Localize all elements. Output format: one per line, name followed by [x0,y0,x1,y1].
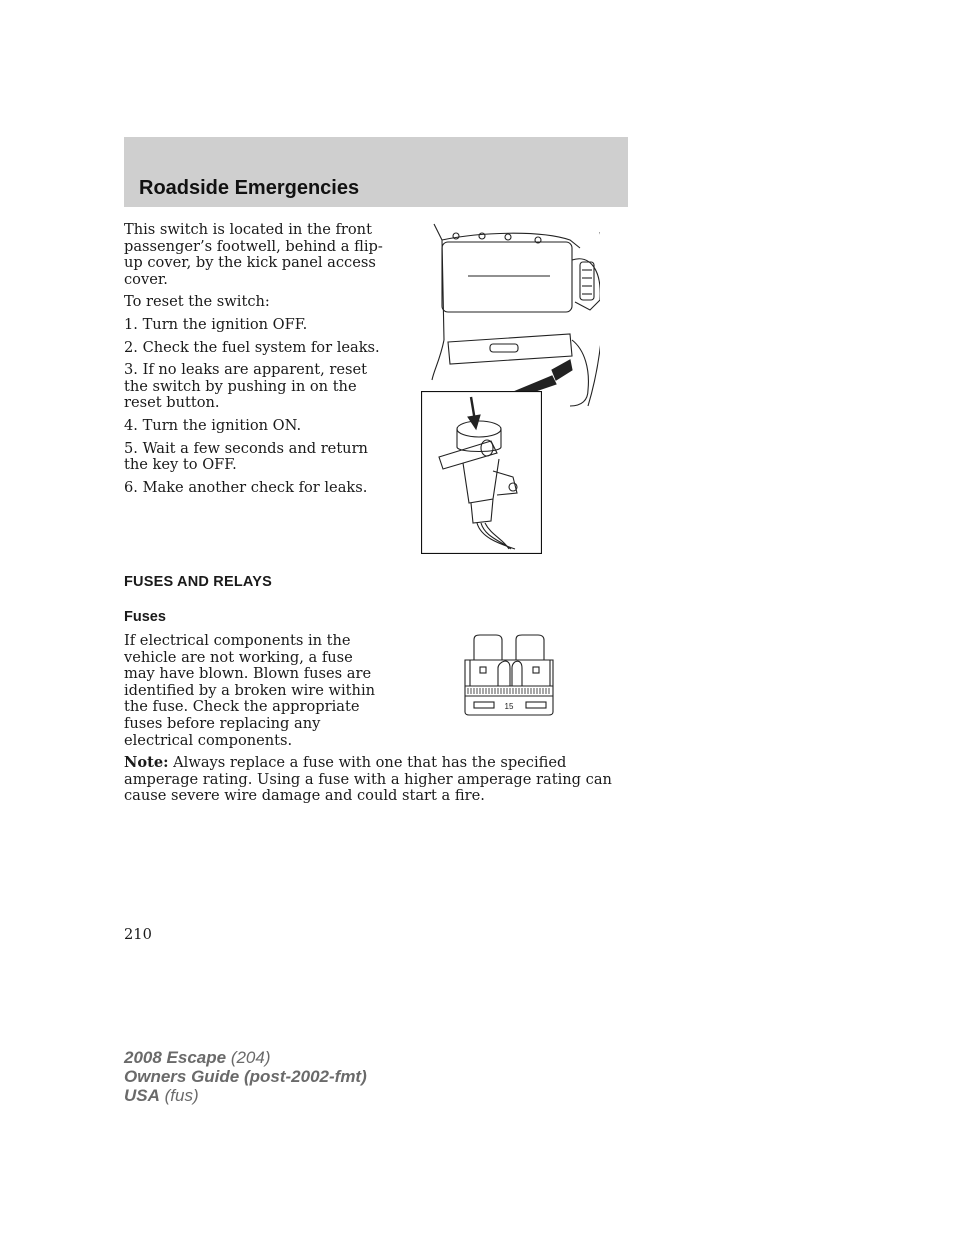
footer-guide: Owners Guide (post-2002-fmt) [124,1067,367,1086]
inertia-switch-illustration [421,391,542,554]
footer-market: USA [124,1086,160,1105]
dashboard-illustration [420,220,600,410]
note-paragraph [124,755,630,805]
step-item: 6. Make another check for leaks. [124,478,368,496]
fuse-illustration [462,634,556,716]
step-item: 4. Turn the ignition ON. [124,416,302,434]
intro-paragraph: This switch is located in the front passenger’s footwell, behind a flip-up cover, by the kick panel access cover. [124,221,383,288]
fuse-rating-label: 15 [504,702,514,711]
fuses-body-text: If electrical components in the vehicle are not working, a fuse may have blown. Blown fuses are identified by a broken wire within the fuse. Check the appropriate fuses before replacing any electrical components. [124,632,376,749]
page-number: 210 [124,926,152,943]
step-item: 1. Turn the ignition OFF. [124,315,308,333]
step-item: 2. Check the fuel system for leaks. [124,338,380,356]
note-label: Note: [124,754,169,771]
note-text: Always replace a fuse with one that has the specified amperage rating. Using a fuse with a higher amperage rating can cause severe wire damage and could start a fire. [124,754,612,805]
section-header-band [124,137,628,207]
reset-instruction: To reset the switch: [124,293,270,311]
step-item: 3. If no leaks are apparent, reset the switch by pushing in on the reset button. [124,361,367,412]
fuses-and-relays-heading: FUSES AND RELAYS [124,574,272,590]
section-title: Roadside Emergencies [139,177,360,199]
fuses-subheading: Fuses [124,609,166,625]
footer-model: 2008 Escape [124,1048,227,1067]
document-footer [124,1048,367,1105]
footer-model-code: (204) [226,1048,271,1067]
footer-market-code: (fus) [159,1086,199,1105]
intro-text [124,222,384,502]
step-item: 5. Wait a few seconds and return the key to OFF. [124,439,368,474]
